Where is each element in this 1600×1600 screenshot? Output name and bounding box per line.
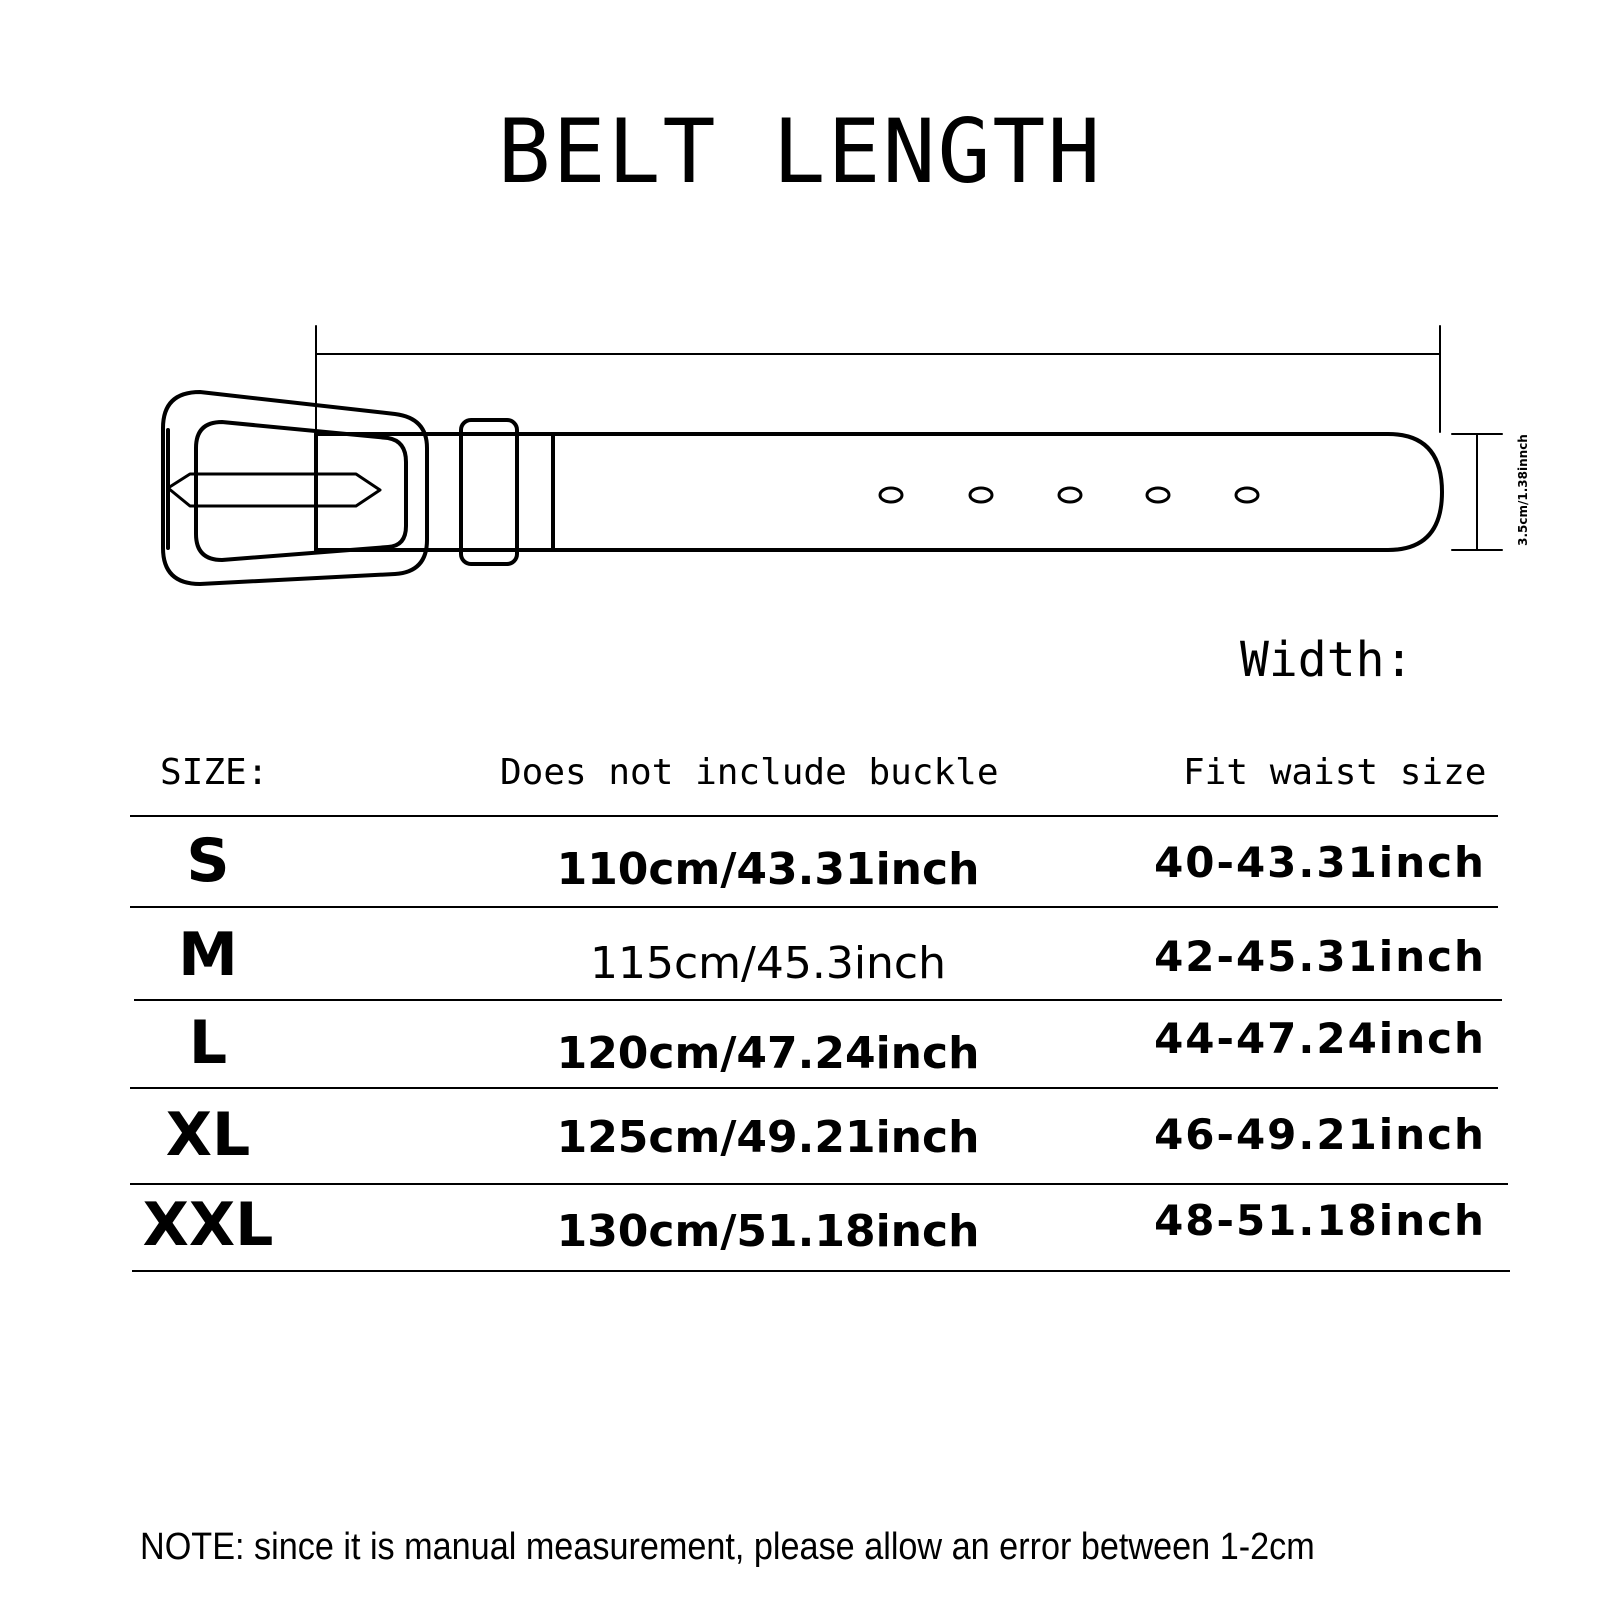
length-value: 120cm/47.24inch	[556, 1028, 980, 1079]
belt-hole	[1147, 488, 1169, 502]
buckle-prong	[168, 474, 380, 506]
size-label: XL	[165, 1100, 251, 1170]
length-value: 130cm/51.18inch	[556, 1206, 980, 1257]
table-divider	[130, 1183, 1508, 1185]
table-divider	[130, 906, 1498, 908]
belt-strap	[316, 434, 1442, 550]
belt-hole	[1236, 488, 1258, 502]
table-divider	[132, 1270, 1510, 1272]
fit-value: 42-45.31inch	[1154, 932, 1486, 981]
width-dimension-label: 3.5cm/1.38innch	[1516, 434, 1530, 546]
belt-keeper-loop	[461, 420, 517, 564]
table-divider	[130, 1087, 1498, 1089]
belt-hole	[880, 488, 902, 502]
buckle-inner	[196, 422, 406, 560]
header-size: SIZE:	[160, 752, 269, 793]
table-divider	[130, 815, 1498, 817]
measurement-note: NOTE: since it is manual measurement, please allow an error between 1-2cm	[140, 1526, 1315, 1568]
size-label: M	[178, 920, 238, 990]
fit-value: 44-47.24inch	[1154, 1014, 1486, 1063]
size-label: XXL	[142, 1190, 274, 1260]
fit-value: 48-51.18inch	[1154, 1196, 1486, 1245]
length-value: 115cm/45.3inch	[589, 938, 947, 989]
page-title: BELT LENGTH	[497, 100, 1103, 203]
header-fit: Fit waist size	[1183, 752, 1487, 793]
table-divider	[134, 999, 1502, 1001]
fit-value: 40-43.31inch	[1154, 838, 1486, 887]
belt-hole	[970, 488, 992, 502]
length-value: 110cm/43.31inch	[556, 844, 980, 895]
length-value: 125cm/49.21inch	[556, 1112, 980, 1163]
size-label: L	[188, 1008, 228, 1078]
belt-hole	[1059, 488, 1081, 502]
size-label: S	[186, 826, 230, 896]
width-label: Width:	[1240, 632, 1414, 688]
header-length: Does not include buckle	[500, 752, 999, 793]
fit-value: 46-49.21inch	[1154, 1110, 1486, 1159]
